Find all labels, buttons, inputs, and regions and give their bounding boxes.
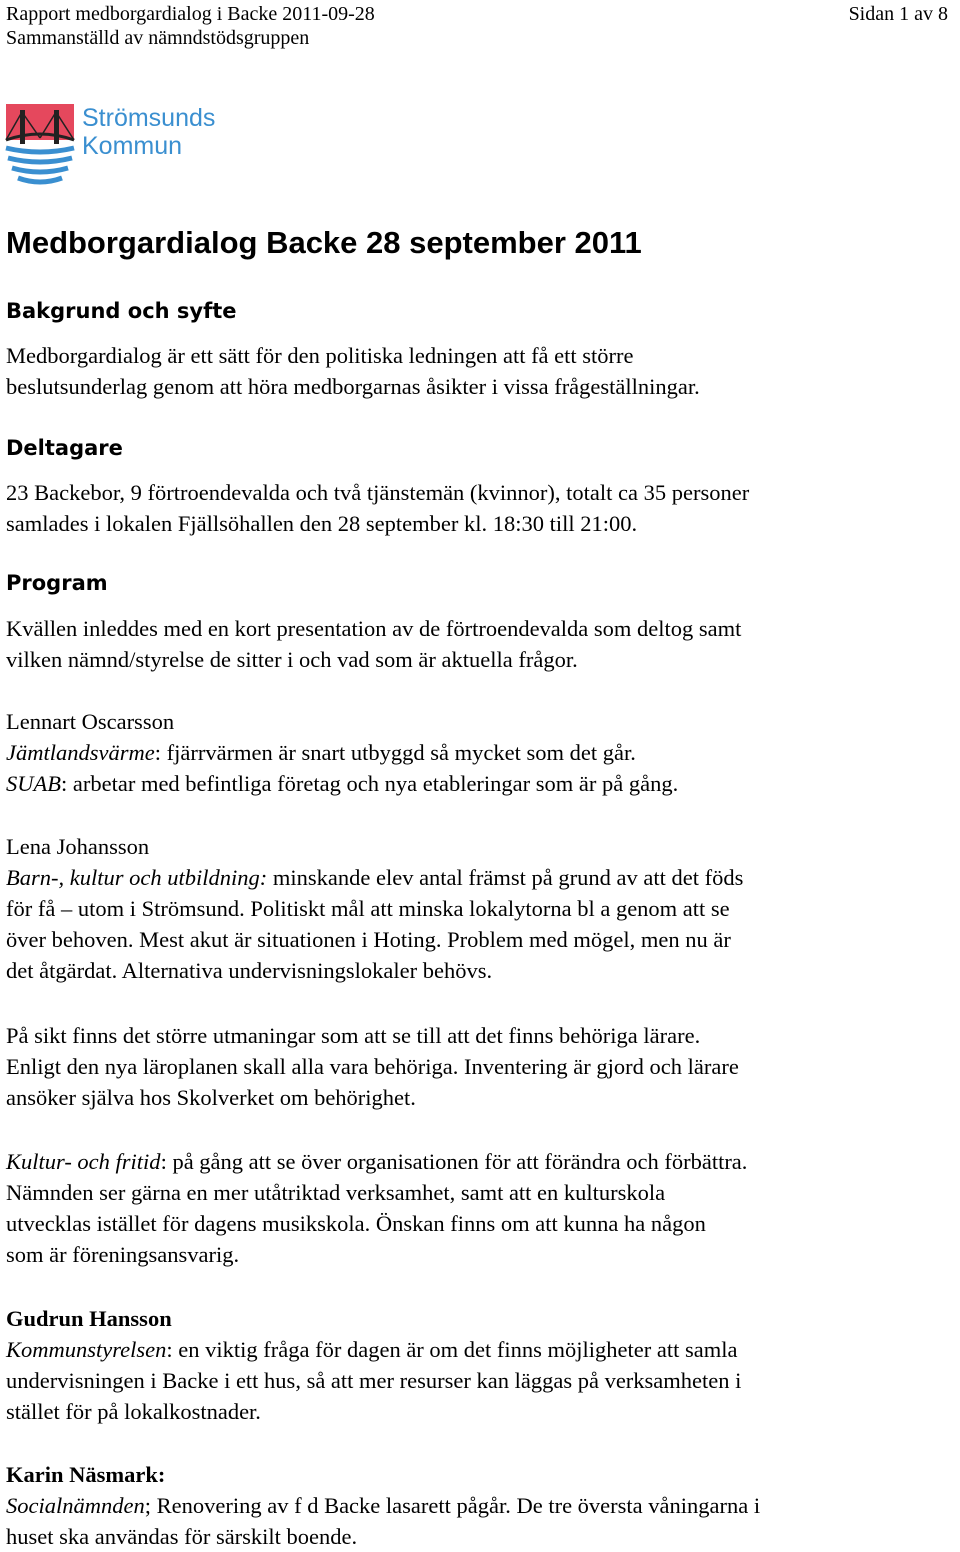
- statement-text: : arbetar med befintliga företag och nya etableringar som är på gång.: [61, 771, 679, 796]
- paragraph-karin: [6, 1490, 956, 1552]
- text-line: samlades i lokalen Fjällsöhallen den 28 september kl. 18:30 till 21:00.: [6, 511, 638, 536]
- text-line: över behoven. Mest akut är situationen i Hoting. Problem med mögel, men nu är: [6, 927, 731, 952]
- organisation-label: Kultur- och fritid: [6, 1149, 161, 1174]
- speaker-name: Gudrun Hansson: [6, 1306, 172, 1331]
- report-subtitle: Sammanställd av nämndstödsgruppen: [6, 27, 310, 49]
- report-title: Rapport medborgardialog i Backe 2011-09-28: [6, 3, 375, 25]
- text-line: [6, 862, 956, 893]
- bridge-emblem-icon: [4, 100, 76, 192]
- text-line: [6, 768, 956, 799]
- paragraph-gudrun: [6, 1334, 956, 1427]
- organisation-label: SUAB: [6, 771, 61, 796]
- logo-line-2: Kommun: [82, 132, 183, 160]
- paragraph-lena-1: [6, 862, 956, 986]
- statement-text: : fjärrvärmen är snart utbyggd så mycket som det går.: [154, 740, 636, 765]
- statement-text: minskande elev antal främst på grund av att det föds: [267, 865, 744, 890]
- text-line: det åtgärdat. Alternativa undervisningslokaler behövs.: [6, 958, 493, 983]
- statement-text: : en viktig fråga för dagen är om det finns möjligheter att samla: [166, 1337, 738, 1362]
- text-line: På sikt finns det större utmaningar som att se till att det finns behöriga lärare.: [6, 1023, 701, 1048]
- text-line: [6, 1146, 956, 1177]
- municipality-logo: [4, 100, 214, 192]
- text-line: undervisningen i Backe i ett hus, så att mer resurser kan läggas på verksamheten i: [6, 1368, 742, 1393]
- document-title: Medborgardialog Backe 28 september 2011: [6, 225, 642, 260]
- paragraph-lena-2: [6, 1020, 956, 1113]
- text-line: stället för på lokalkostnader.: [6, 1399, 261, 1424]
- text-line: Nämnden ser gärna en mer utåtriktad verksamhet, samt att en kulturskola: [6, 1180, 666, 1205]
- text-line: huset ska användas för särskilt boende.: [6, 1524, 358, 1549]
- text-line: 23 Backebor, 9 förtroendevalda och två tjänstemän (kvinnor), totalt ca 35 personer: [6, 480, 750, 505]
- text-line: vilken nämnd/styrelse de sitter i och vad som är aktuella frågor.: [6, 647, 578, 672]
- heading-deltagare: Deltagare: [6, 436, 123, 460]
- logo-line-1: Strömsunds: [82, 104, 216, 132]
- text-line: beslutsunderlag genom att höra medborgarnas åsikter i vissa frågeställningar.: [6, 374, 700, 399]
- paragraph-program: [6, 613, 956, 675]
- organisation-label: Socialnämnden: [6, 1493, 145, 1518]
- text-line: Enligt den nya läroplanen skall alla vara behöriga. Inventering är gjord och lärare: [6, 1054, 739, 1079]
- organisation-label: Barn-, kultur och utbildning:: [6, 865, 268, 890]
- text-line: [6, 737, 956, 768]
- text-line: utvecklas istället för dagens musikskola. Önskan finns om att kunna ha någon: [6, 1211, 706, 1236]
- paragraph-lena-3: [6, 1146, 956, 1270]
- text-line: för få – utom i Strömsund. Politiskt mål att minska lokalytorna bl a genom att se: [6, 896, 730, 921]
- statement-text: ; Renovering av f d Backe lasarett pågår. De tre översta våningarna i: [144, 1493, 761, 1518]
- heading-bakgrund: Bakgrund och syfte: [6, 299, 237, 323]
- text-line: [6, 1490, 956, 1521]
- paragraph-deltagare: [6, 477, 956, 539]
- organisation-label: Kommunstyrelsen: [6, 1337, 167, 1362]
- organisation-label: Jämtlandsvärme: [6, 740, 155, 765]
- speaker-name: Lennart Oscarsson: [6, 709, 175, 734]
- text-line: [6, 1334, 956, 1365]
- paragraph-lennart: [6, 737, 956, 799]
- speaker-name: Lena Johansson: [6, 834, 150, 859]
- page-number: Sidan 1 av 8: [848, 3, 948, 25]
- speaker-name: Karin Näsmark:: [6, 1462, 166, 1487]
- paragraph-bakgrund: [6, 340, 956, 402]
- text-line: ansöker själva hos Skolverket om behörighet.: [6, 1085, 416, 1110]
- text-line: Medborgardialog är ett sätt för den politiska ledningen att få ett större: [6, 343, 634, 368]
- heading-program: Program: [6, 571, 108, 595]
- report-header: [6, 2, 375, 50]
- text-line: Kvällen inleddes med en kort presentation av de förtroendevalda som deltog samt: [6, 616, 742, 641]
- text-line: som är föreningsansvarig.: [6, 1242, 240, 1267]
- statement-text: : på gång att se över organisationen för att förändra och förbättra.: [160, 1149, 748, 1174]
